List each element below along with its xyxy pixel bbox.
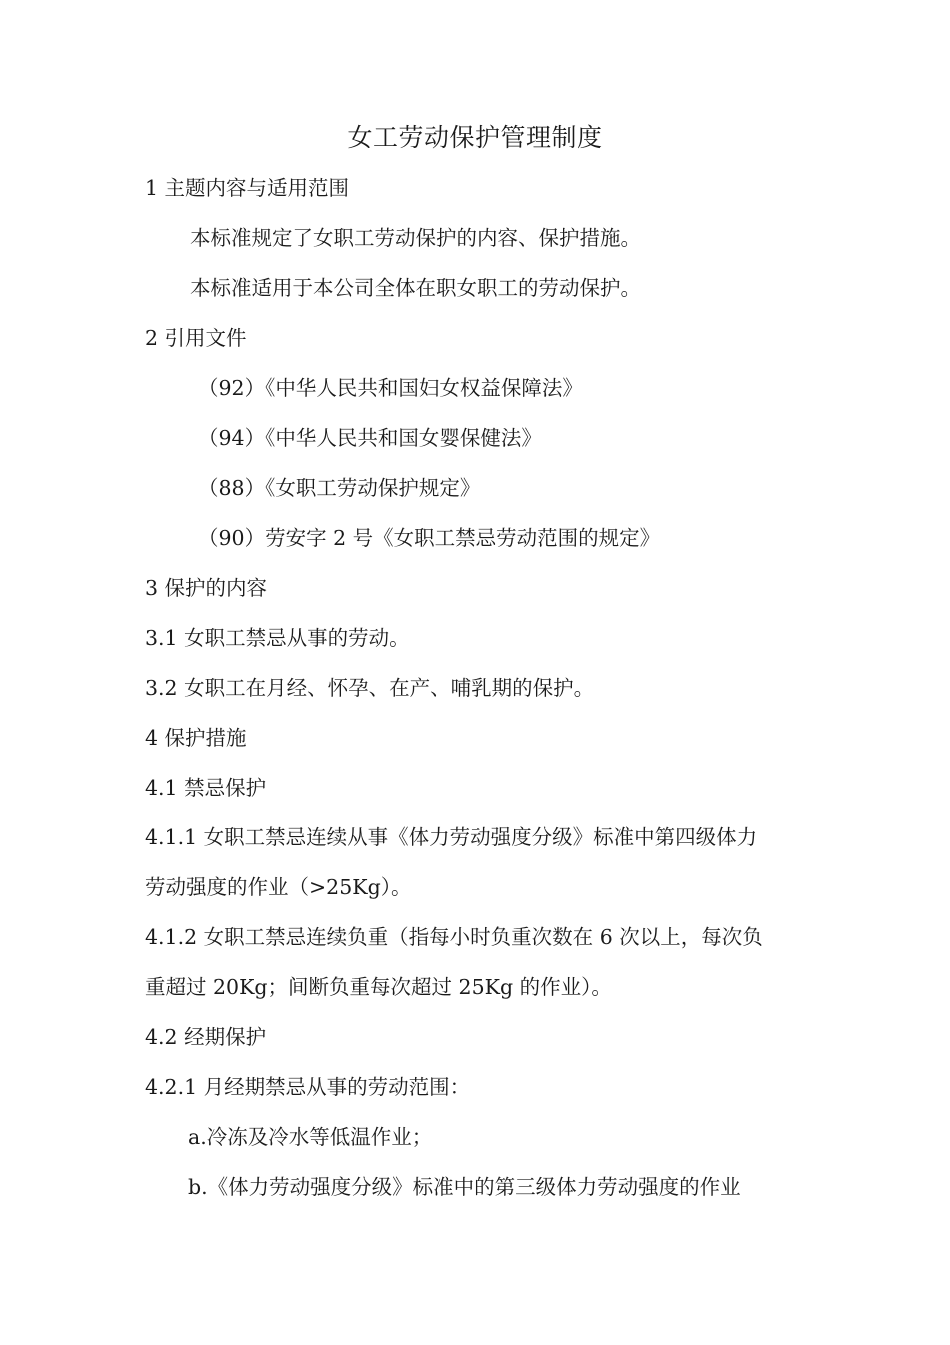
clause-4-2: 4.2 经期保护 xyxy=(145,1025,267,1049)
clause-4-1-2-line-1: 4.1.2 女职工禁忌连续负重（指每小时负重次数在 6 次以上，每次负 xyxy=(145,925,763,949)
clause-3-1: 3.1 女职工禁忌从事的劳动。 xyxy=(145,626,410,650)
paragraph-scope-1: 本标准规定了女职工劳动保护的内容、保护措施。 xyxy=(190,226,641,250)
reference-item-4: （90）劳安字 2 号《女职工禁忌劳动范围的规定》 xyxy=(198,526,661,550)
clause-4-2-1: 4.2.1 月经期禁忌从事的劳动范围： xyxy=(145,1075,471,1099)
reference-item-1: （92）《中华人民共和国妇女权益保障法》 xyxy=(198,376,583,400)
reference-item-2: （94）《中华人民共和国女婴保健法》 xyxy=(198,426,542,450)
section-heading-2: 2 引用文件 xyxy=(145,326,247,350)
list-item-b: b.《体力劳动强度分级》标准中的第三级体力劳动强度的作业 xyxy=(188,1175,741,1199)
list-item-a: a.冷冻及冷水等低温作业； xyxy=(188,1125,433,1149)
section-heading-1: 1 主题内容与适用范围 xyxy=(145,176,350,200)
section-heading-4: 4 保护措施 xyxy=(145,726,247,750)
clause-4-1: 4.1 禁忌保护 xyxy=(145,776,267,800)
clause-4-1-1-line-2: 劳动强度的作业（>25Kg）。 xyxy=(145,875,412,899)
section-heading-3: 3 保护的内容 xyxy=(145,576,268,600)
clause-4-1-2-line-2: 重超过 20Kg；间断负重每次超过 25Kg 的作业）。 xyxy=(145,975,612,999)
paragraph-scope-2: 本标准适用于本公司全体在职女职工的劳动保护。 xyxy=(190,276,641,300)
document-title: 女工劳动保护管理制度 xyxy=(347,123,603,152)
clause-4-1-1-line-1: 4.1.1 女职工禁忌连续从事《体力劳动强度分级》标准中第四级体力 xyxy=(145,825,758,849)
clause-3-2: 3.2 女职工在月经、怀孕、在产、哺乳期的保护。 xyxy=(145,676,595,700)
reference-item-3: （88）《女职工劳动保护规定》 xyxy=(198,476,481,500)
